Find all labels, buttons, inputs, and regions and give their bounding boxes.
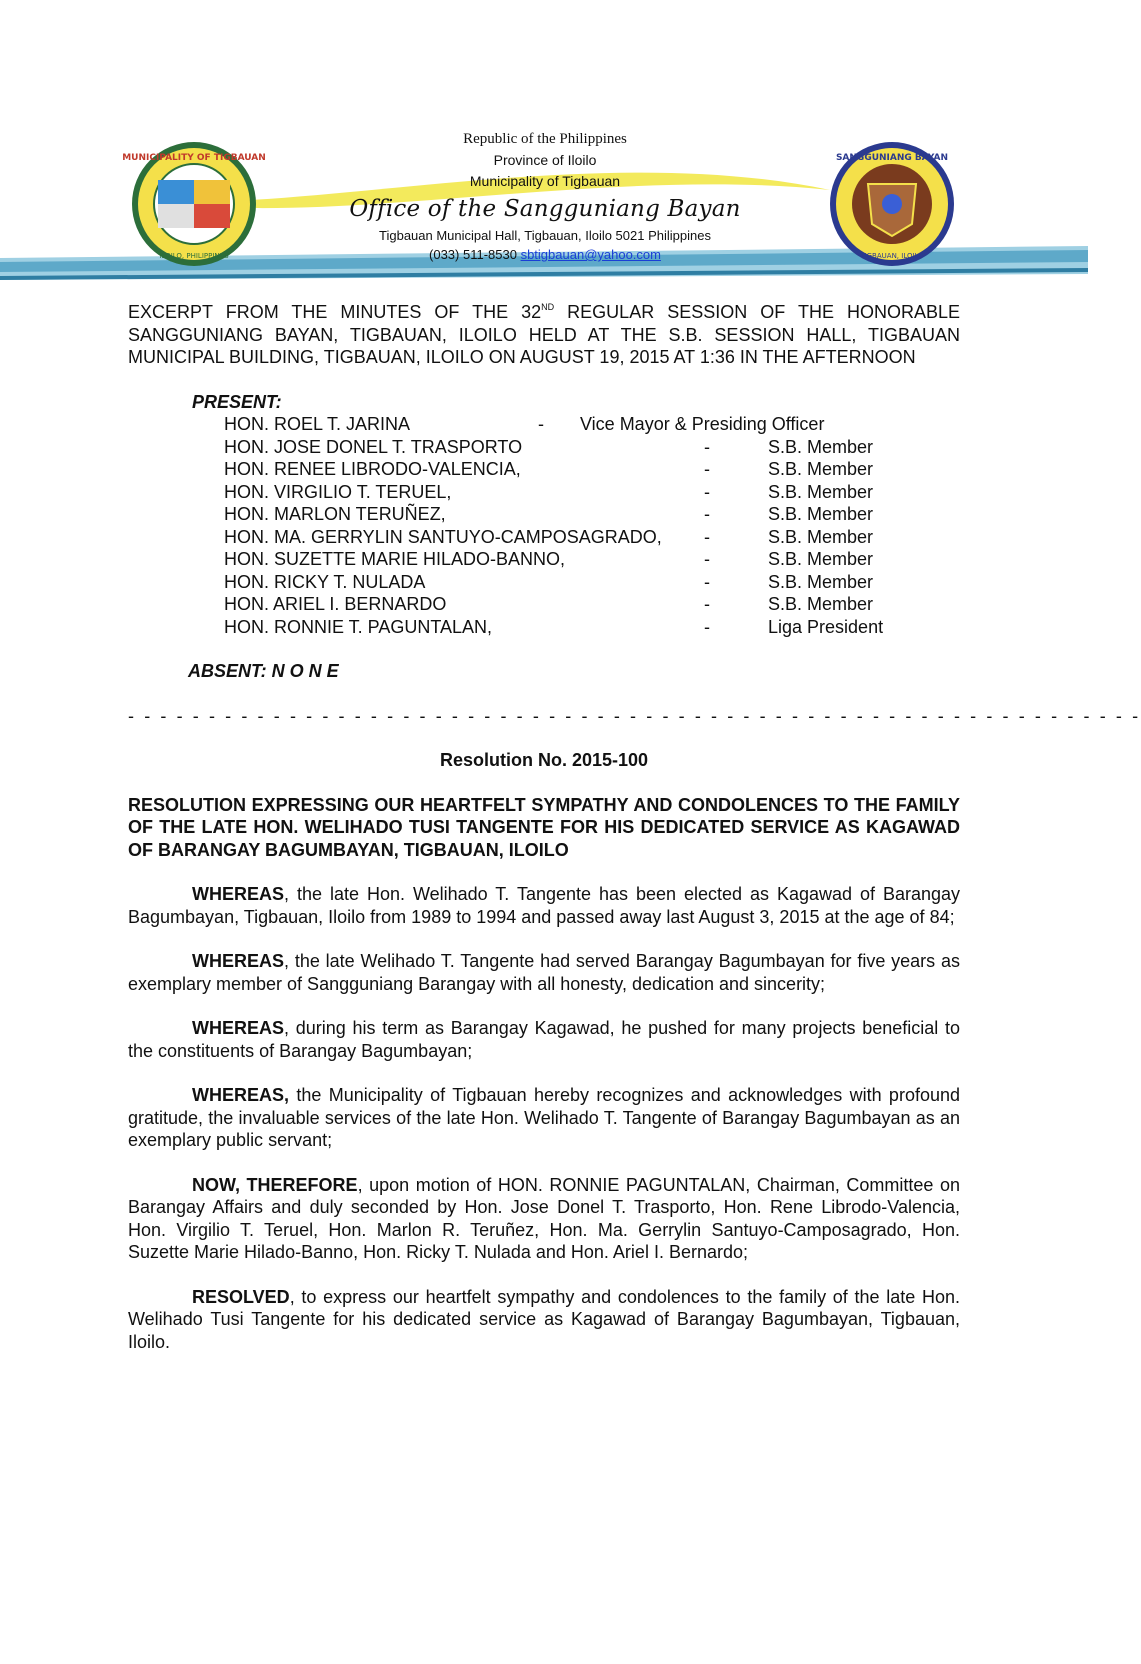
paragraph-text: , upon motion of HON. RONNIE PAGUNTALAN, Chairman, Committee on Barangay Affairs and duly seconded by Hon. Jose Donel T. Trasporto, Hon. Rene Librodo-Valencia, Hon. Virgilio T. Teruel, Hon. Marlon R. Teruñez, Hon. Ma. Gerrylin Santuyo-Camposagrado, Hon. Suzette Marie Hilado-Banno, Hon. Ricky T. Nulada and Hon. Ariel I. Bernardo; (128, 1174, 960, 1262)
present-label: PRESENT: (192, 391, 282, 412)
attendee-dash: - (704, 504, 710, 524)
attendee-row (128, 548, 960, 571)
paragraph-text: , to express our heartfelt sympathy and condolences to the family of the late Hon. Welihado Tusi Tangente for his dedicated service as Kagawad of Barangay Bagumbayan, Tigbauan, Iloilo. (128, 1286, 960, 1352)
attendee-name: HON. RONNIE T. PAGUNTALAN, (224, 616, 493, 637)
paragraph-lead: WHEREAS (192, 951, 285, 971)
sangguniang-bayan-seal-icon (828, 140, 956, 268)
attendance-list (128, 413, 960, 638)
attendee-dash: - (538, 414, 544, 434)
republic-line: Republic of the Philippines (463, 131, 627, 147)
seal-right-top-text: SANGGUNIANG BAYAN (835, 153, 949, 163)
letterhead-text (330, 128, 760, 264)
attendee-dash: - (704, 616, 710, 637)
seal-left-top-text: MUNICIPALITY OF TIGBAUAN (122, 153, 266, 163)
attendee-row (128, 436, 960, 459)
attendee-name: HON. ARIEL I. BERNARDO (224, 594, 447, 614)
paragraph-lead: WHEREAS (192, 1018, 285, 1038)
attendee-row (128, 481, 960, 504)
phone-number: (033) 511-8530 (429, 247, 517, 262)
resolution-paragraph (128, 1017, 960, 1062)
separator-line: - - - - - - - - - - - - - - - - - - - - - - - - - - - - - - - - - - - - - - - - - - - - - - - - - - - - - - - - - - - - - - - (128, 705, 1141, 726)
resolution-paragraph (128, 950, 960, 995)
excerpt-start: EXCERPT FROM THE MINUTES OF THE 32 (128, 302, 542, 322)
attendee-dash: - (704, 549, 710, 569)
resolution-number: Resolution No. 2015-100 (439, 750, 649, 770)
paragraph-lead: RESOLVED (192, 1286, 290, 1307)
attendee-row (128, 458, 960, 481)
attendee-role: Vice Mayor & Presiding Officer (580, 414, 825, 434)
attendee-name: HON. RENEE LIBRODO-VALENCIA, (224, 459, 521, 479)
attendee-role: S.B. Member (768, 571, 874, 592)
attendee-role: Liga President (768, 616, 884, 637)
attendee-row (128, 593, 960, 616)
seal-left-bottom-text: ILOILO, PHILIPPINES (159, 252, 229, 260)
contact-line (330, 246, 760, 264)
paragraph-text: , during his term as Barangay Kagawad, he pushed for many projects beneficial to the constituents of Barangay Bagumbayan; (128, 1018, 960, 1061)
excerpt-heading (128, 296, 960, 369)
attendee-dash: - (704, 481, 710, 502)
attendee-dash: - (704, 526, 710, 547)
resolution-paragraph (128, 883, 960, 928)
attendee-row (128, 571, 960, 594)
attendee-dash: - (704, 459, 710, 479)
resolution-paragraphs (128, 883, 960, 1353)
attendee-role: S.B. Member (768, 549, 874, 569)
attendee-row (128, 503, 960, 526)
email-link[interactable]: sbtigbauan@yahoo.com (520, 247, 661, 262)
attendee-name: HON. JOSE DONEL T. TRASPORTO (224, 436, 523, 457)
attendee-name: HON. MARLON TERUÑEZ, (224, 504, 446, 524)
attendee-name: HON. RICKY T. NULADA (224, 571, 426, 592)
attendee-role: S.B. Member (768, 504, 874, 524)
paragraph-text: the Municipality of Tigbauan hereby recognizes and acknowledges with profound gratitude, the invaluable services of the late Hon. Welihado T. Tangente of Barangay Bagumbayan as an exemplary public servant; (128, 1085, 960, 1150)
municipality-seal-icon (122, 140, 266, 268)
attendee-role: S.B. Member (768, 594, 874, 614)
attendee-role: S.B. Member (768, 481, 874, 502)
attendee-row (128, 413, 960, 436)
attendee-dash: - (704, 594, 710, 614)
attendee-role: S.B. Member (768, 526, 874, 547)
province-line: Province of Iloilo (493, 152, 597, 168)
municipality-line: Municipality of Tigbauan (469, 173, 621, 189)
attendee-name: HON. ROEL T. JARINA (224, 414, 411, 434)
attendee-dash: - (704, 571, 710, 592)
attendee-role: S.B. Member (768, 436, 874, 457)
attendee-name: HON. VIRGILIO T. TERUEL, (224, 481, 452, 502)
paragraph-lead: WHEREAS, (192, 1085, 290, 1105)
excerpt-superscript: ND (541, 302, 555, 312)
excerpt-rest: REGULAR SESSION OF THE HONORABLE SANGGUNIANG BAYAN, TIGBAUAN, ILOILO HELD AT THE S.B. SESSION HALL, TIGBAUAN MUNICIPAL BUILDING, TIGBAUAN, ILOILO ON AUGUST 19, 2015 AT 1:36 IN THE AFTERNOON (128, 302, 960, 367)
office-title: Office of the Sangguniang Bayan (349, 196, 741, 222)
paragraph-lead: NOW, THEREFORE (192, 1174, 358, 1195)
attendee-row (128, 526, 960, 549)
attendee-name: HON. MA. GERRYLIN SANTUYO-CAMPOSAGRADO, (224, 526, 662, 547)
seal-right-bottom-text: TIGBAUAN, ILOILO (860, 252, 924, 260)
attendee-role: S.B. Member (768, 459, 874, 479)
document-body (128, 296, 1141, 1353)
paragraph-lead: WHEREAS (192, 884, 285, 904)
attendee-row (128, 616, 960, 639)
resolution-paragraph (128, 1174, 960, 1264)
letterhead (0, 0, 1088, 290)
resolution-title: RESOLUTION EXPRESSING OUR HEARTFELT SYMPATHY AND CONDOLENCES TO THE FAMILY OF THE LATE HON. WELIHADO TUSI TANGENTE FOR HIS DEDICATED SERVICE AS KAGAWAD OF BARANGAY BAGUMBAYAN, TIGBAUAN, ILOILO (128, 794, 960, 860)
absent-line: ABSENT: N O N E (188, 661, 339, 681)
paragraph-text: , the late Welihado T. Tangente had served Barangay Bagumbayan for five years as exemplary member of Sangguniang Barangay with all honesty, dedication and sincerity; (128, 951, 960, 994)
attendee-name: HON. SUZETTE MARIE HILADO-BANNO, (224, 549, 566, 569)
paragraph-text: , the late Hon. Welihado T. Tangente has been elected as Kagawad of Barangay Bagumbayan, Tigbauan, Iloilo from 1989 to 1994 and passed away last August 3, 2015 at the age of 84; (128, 884, 960, 927)
resolution-paragraph (128, 1286, 960, 1354)
address-line: Tigbauan Municipal Hall, Tigbauan, Iloilo 5021 Philippines (379, 228, 711, 243)
resolution-paragraph (128, 1084, 960, 1152)
attendee-dash: - (704, 436, 710, 457)
